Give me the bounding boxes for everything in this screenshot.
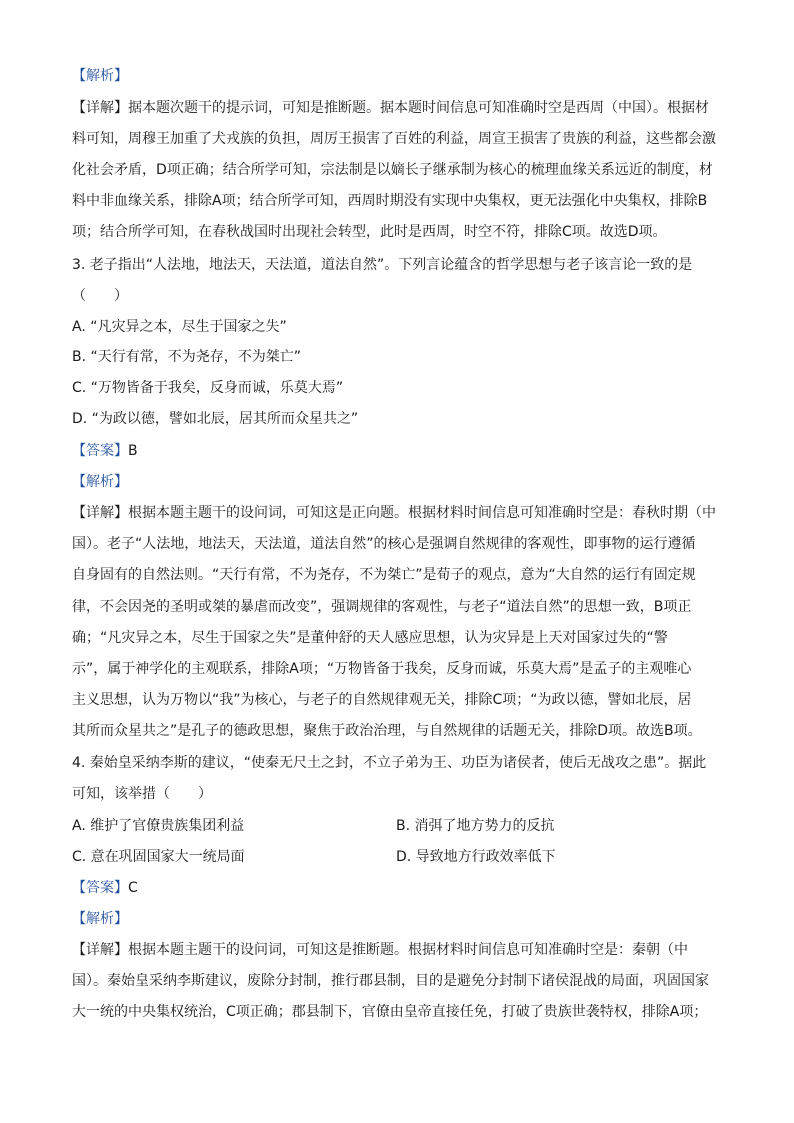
q3-option-b: B. “天行有常，不为尧存，不为桀亡” bbox=[72, 349, 302, 365]
answer-value: C bbox=[128, 880, 138, 896]
q4-option-d: D. 导致地方行政效率低下 bbox=[396, 849, 556, 865]
detail-line: 国）。老子“人法地，地法天，天法道，道法自然”的核心是强调自然规律的客观性，即事物的运行遵循 bbox=[72, 536, 696, 552]
question-4-stem: 4. 秦始皇采纳李斯的建议，“使秦无尺土之封，不立子弟为王、功臣为诸侯者，使后无战攻之患”。据此 bbox=[72, 755, 707, 771]
question-3-blank: （ ） bbox=[72, 288, 128, 304]
detail-line: 化社会矛盾，D项正确；结合所学可知，宗法制是以嫡长子继承制为核心的梳理血缘关系远近的制度，材 bbox=[72, 162, 713, 178]
detail-line: 自身固有的自然法则。“天行有常，不为尧存，不为桀亡”是荀子的观点，意为“大自然的运行有固定规 bbox=[72, 567, 696, 583]
detail-line: 其所而众星共之”是孔子的德政思想，聚焦于政治治理，与自然规律的话题无关，排除D项。故选B项。 bbox=[72, 723, 702, 739]
detail-line: 【详解】根据本题主题干的设问词，可知这是正向题。根据材料时间信息可知准确时空是：春秋时期（中 bbox=[72, 505, 716, 521]
answer-value: B bbox=[128, 443, 138, 459]
q3-option-c: C. “万物皆备于我矣，反身而诚，乐莫大焉” bbox=[72, 380, 344, 396]
detail-line: 【详解】据本题次题干的提示词，可知是推断题。据本题时间信息可知准确时空是西周（中国）。根据材 bbox=[72, 100, 709, 116]
detail-line: 料可知，周穆王加重了犬戎族的负担，周厉王损害了百姓的利益，周宣王损害了贵族的利益，这些都会激 bbox=[72, 131, 716, 147]
detail-line: 确；“凡灾异之本，尽生于国家之失”是董仲舒的天人感应思想，认为灾异是上天对国家过失的“警 bbox=[72, 630, 668, 646]
detail-line: 料中非血缘关系，排除A项；结合所学可知，西周时期没有实现中央集权，更无法强化中央集权，排除B bbox=[72, 193, 708, 209]
q3-option-a: A. “凡灾异之本，尽生于国家之失” bbox=[72, 319, 287, 335]
analysis-heading: 【解析】 bbox=[72, 911, 128, 927]
q3-option-d: D. “为政以德，譬如北辰，居其所而众星共之” bbox=[72, 411, 359, 427]
analysis-heading: 【解析】 bbox=[72, 68, 128, 84]
q4-option-b: B. 消弭了地方势力的反抗 bbox=[396, 818, 555, 834]
detail-line: 国）。秦始皇采纳李斯建议，废除分封制，推行郡县制，目的是避免分封制下诸侯混战的局面，巩固国家 bbox=[72, 973, 709, 989]
q4-option-a: A. 维护了官僚贵族集团利益 bbox=[72, 818, 245, 834]
detail-line: 项；结合所学可知，在春秋战国时出现社会转型，此时是西周，时空不符，排除C项。故选D项。 bbox=[72, 224, 667, 240]
question-3-stem: 3. 老子指出“人法地，地法天，天法道，道法自然”。下列言论蕴含的哲学思想与老子该言论一致的是 bbox=[72, 257, 693, 273]
detail-line: 律，不会因尧的圣明或桀的暴虐而改变”，强调规律的客观性，与老子“道法自然”的思想一致，B项正 bbox=[72, 599, 692, 615]
detail-line: 示”，属于神学化的主观联系，排除A项；“万物皆备于我矣，反身而诚，乐莫大焉”是孟子的主观唯心 bbox=[72, 661, 692, 677]
detail-line: 【详解】根据本题主题干的设问词，可知这是推断题。根据材料时间信息可知准确时空是：秦朝（中 bbox=[72, 942, 688, 958]
answer-heading: 【答案】 bbox=[72, 443, 128, 459]
detail-line: 主义思想，认为万物以“我”为核心，与老子的自然规律观无关，排除C项；“为政以德，譬如北辰，居 bbox=[72, 692, 692, 708]
answer-heading: 【答案】 bbox=[72, 880, 128, 896]
q4-answer bbox=[72, 878, 722, 898]
detail-line: 大一统的中央集权统治，C项正确；郡县制下，官僚由皇帝直接任免，打破了贵族世袭特权，排除A项； bbox=[72, 1004, 708, 1020]
question-4-stem-cont: 可知，该举措（ ） bbox=[72, 786, 212, 802]
q3-answer bbox=[72, 441, 722, 461]
analysis-heading: 【解析】 bbox=[72, 474, 128, 490]
q4-option-c: C. 意在巩固国家大一统局面 bbox=[72, 849, 245, 865]
